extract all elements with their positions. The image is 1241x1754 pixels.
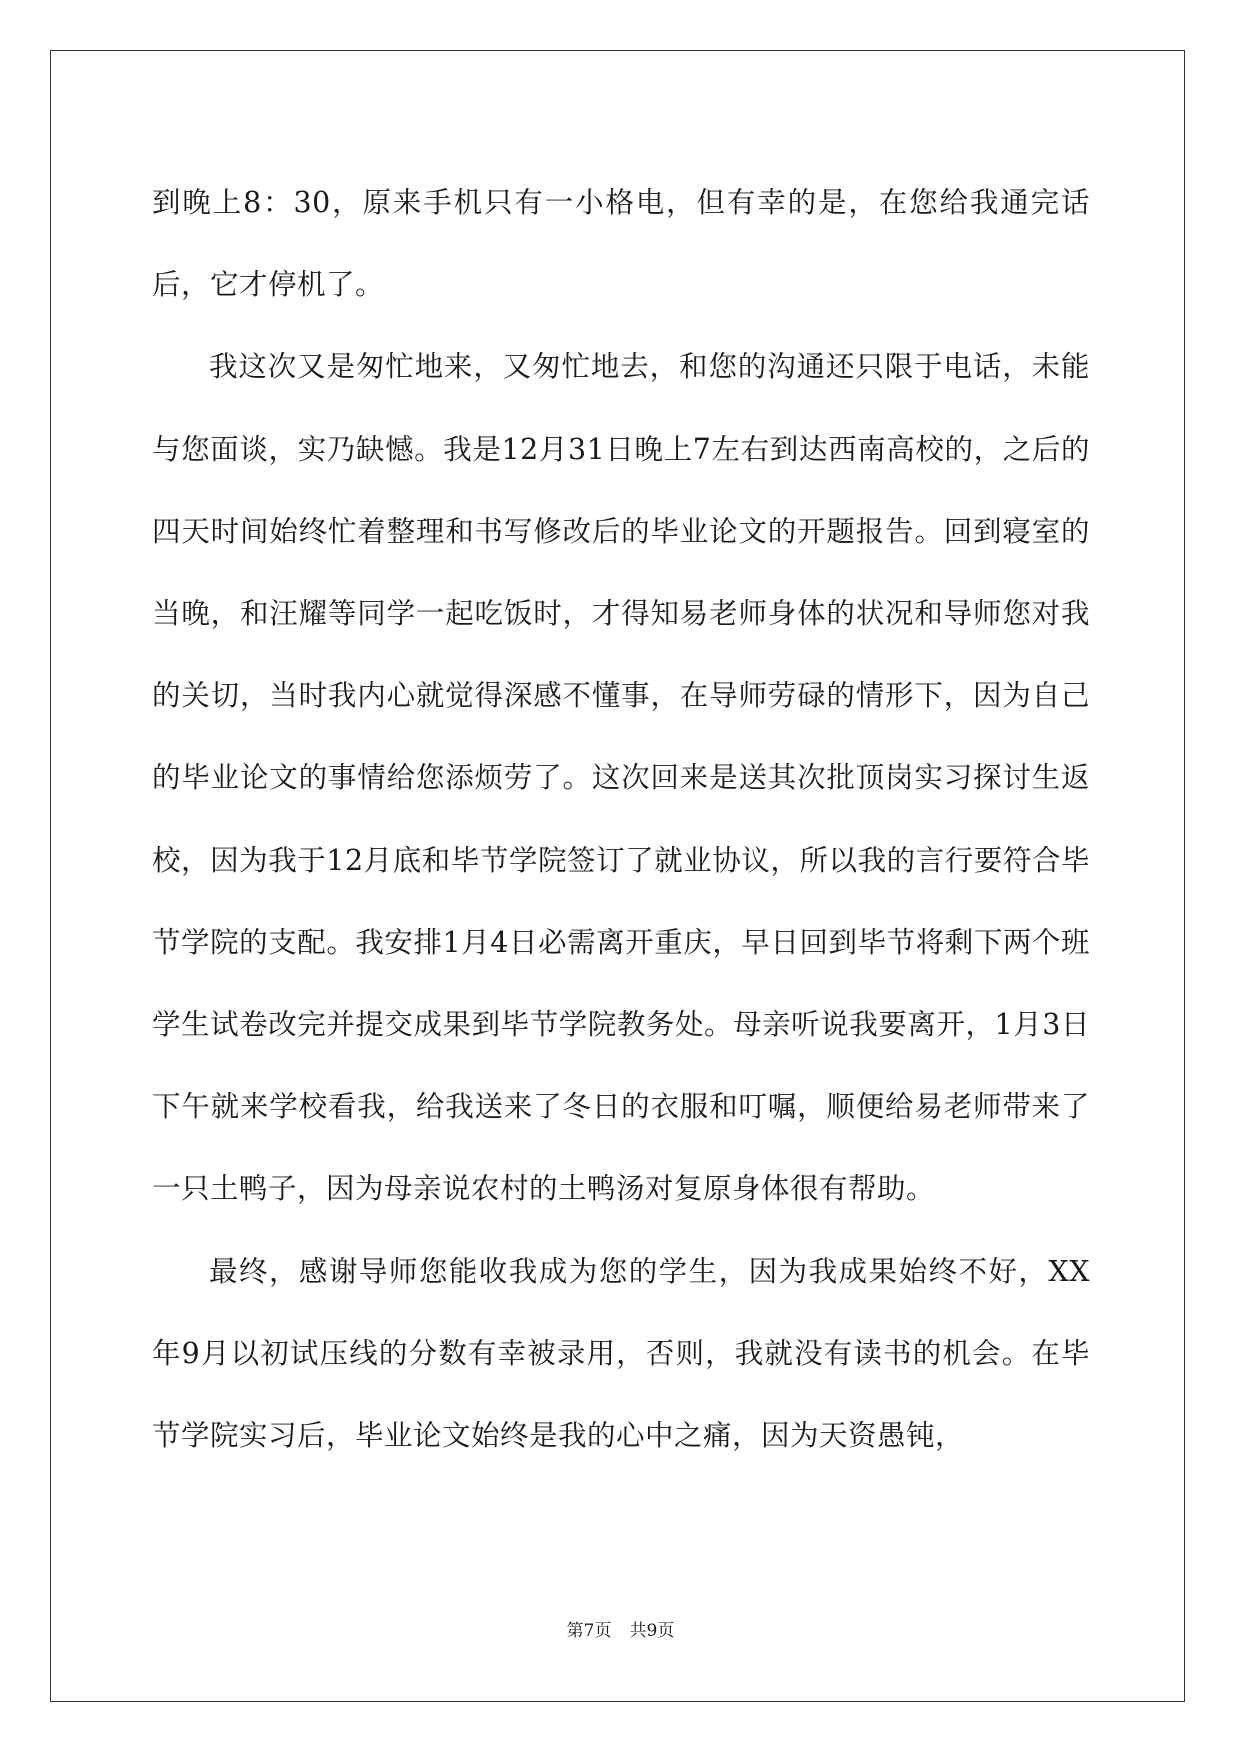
total-page-count: 共9页 — [629, 1621, 675, 1641]
paragraph-3: 最终，感谢导师您能收我成为您的学生，因为我成果始终不好，XX年9月以初试压线的分数有幸被录用，否则，我就没有读书的机会。在毕节学院实习后，毕业论文始终是我的心中之痛，因为天资愚钝， — [152, 1254, 1090, 1453]
paragraph-2: 我这次又是匆忙地来，又匆忙地去，和您的沟通还只限于电话，未能与您面谈，实乃缺憾。我是12月31日晚上7左右到达西南高校的，之后的四天时间始终忙着整理和书写修改后的毕业论文的开题报告。回到寝室的当晚，和汪耀等同学一起吃饭时，才得知易老师身体的状况和导师您对我的关切，当时我内心就觉得深感不懂事，在导师劳碌的情形下，因为自己的毕业论文的事情给您添烦劳了。这次回来是送其次批顶岗实习探讨生返校，因为我于12月底和毕节学院签订了就业协议，所以我的言行要符合毕节学院的支配。我安排1月4日必需离开重庆，早日回到毕节将剩下两个班学生试卷改完并提交成果到毕节学院教务处。母亲听说我要离开，1月3日下午就来学校看我，给我送来了冬日的衣服和叮嘱，顺便给易老师带来了一只土鸭子，因为母亲说农村的土鸭汤对复原身体很有帮助。 — [152, 350, 1090, 1206]
page-footer — [0, 1616, 1241, 1641]
paragraph-1: 到晚上8：30，原来手机只有一小格电，但有幸的是，在您给我通完话后，它才停机了。 — [152, 186, 1090, 302]
document-body — [152, 162, 1090, 1477]
current-page-number: 第7页 — [566, 1621, 612, 1641]
